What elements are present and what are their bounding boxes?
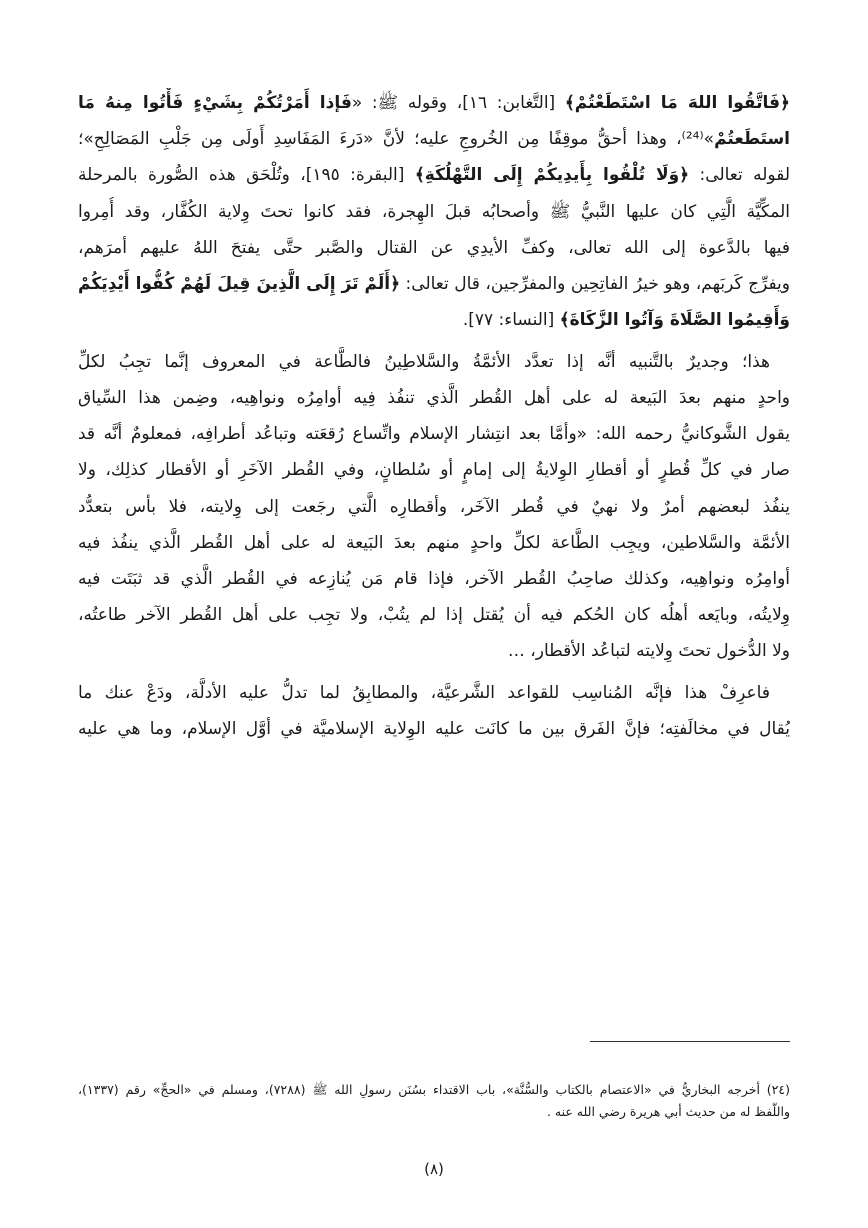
body-text-run: ويفرِّج كَربَهم، وهو خيرُ الفاتِحِين والمفرِّجين، قال تعالى: (400, 274, 790, 294)
body-text-run: وِلايتُه، وبايَعه أهلُه كان الحُكم فيه أن يُقتل إذا لم يتُبْ، ولا تجِب على أهل القُطر الآخر طاعتُه، (78, 605, 790, 625)
body-text-run: هذا؛ وجديرٌ بالتَّنبيه أنَّه إذا تعدَّد الأئمَّةُ والسَّلاطِينُ فالطَّاعة في المعروف إنَّما تجِبُ لكلِّ (78, 352, 770, 372)
body-line (78, 455, 790, 489)
body-text-run: يقول الشَّوكانيُّ رحمه الله: «وأمَّا بعد انتِشار الإسلام واتِّساع رُقعَته وتباعُد أطرافِه، فمعلومٌ أنَّه قد (78, 424, 790, 444)
body-line (78, 528, 790, 562)
body-line (78, 714, 790, 748)
body-line (78, 197, 790, 231)
footnote-line: (٢٤) أخرجه البخاريُّ في «الاعتصام بالكتاب والسُّنَّة»، باب الاقتداء بسُنَن رسولِ الله ﷺ (٧٢٨٨)، ومسلم في «الحجِّ» رقم (١٣٣٧)، (78, 1082, 790, 1097)
body-text-run: [النساء: ٧٧]. (462, 310, 560, 330)
body-line (78, 564, 790, 598)
quoted-text: وَأَقِيمُوا الصَّلَاةَ وَآتُوا الزَّكَاةَ﴾ (559, 310, 790, 330)
body-text-run: المكِّيَّة الَّتِي كان عليها النَّبيُّ ﷺ وأصحابُه قبلَ الهِجرة، فقد كانوا تحتَ وِلاية الكُفَّار، وقد أُمِروا (78, 202, 790, 222)
body-text-run: [التَّغابن: ١٦]، وقوله ﷺ: « (351, 93, 565, 113)
body-text-run: أوامِرُه ونواهِيه، وكذلك صاحِبُ القُطر الآخر، فإذا قام مَن يُنازِعه في القُطر الَّذي قد ثبَتَت فيه (78, 569, 790, 589)
body-line (78, 305, 790, 339)
page-number: (٨) (424, 1160, 444, 1178)
quoted-text: فَإذا أَمَرْتُكُمْ بِشَيْءٍ فَأْتُوا مِنهُ مَا (78, 93, 352, 113)
body-line (78, 160, 790, 194)
body-line (78, 678, 790, 712)
body-text-run: فيها بالدَّعوة إلى الله تعالى، وكفِّ الأيدِي عن القتال والصَّبر حتَّى يفتحَ اللهُ عليهم أمرَهم، (78, 238, 790, 258)
body-line (78, 124, 790, 158)
quoted-text: ﴿أَلَمْ تَرَ إِلَى الَّذِينَ قِيلَ لَهُمْ كُفُّوا أَيْدِيَكُمْ (78, 274, 401, 294)
body-line (78, 492, 790, 526)
body-line (78, 347, 790, 381)
body-text-run: فاعرِفْ هذا فإنَّه المُناسِب للقواعد الشَّرعيَّة، والمطابِقُ لما تدلُّ عليه الأدلَّة، ودَعْ عنك ما (78, 683, 770, 703)
body-line (78, 269, 790, 303)
body-text-run: [البقرة: ١٩٥]، وتُلْحَق هذه الصُّورة بالمرحلة (78, 165, 415, 185)
body-line (78, 636, 790, 670)
body-line (78, 383, 790, 417)
body-text-run: واحدٍ منهم بعدَ البَيعة له على أهل القُطر الَّذي تنفُذ فِيه أوامِرُه ونواهِيه، وضِمن هذا السِّياق (78, 388, 790, 408)
body-text-run: يُقال في مخالَفتِه؛ فإنَّ الفَرق بين ما كانَت عليه الوِلاية الإسلاميَّة في أوَّل الإسلام، وما هي عليه (78, 719, 790, 739)
quoted-text: استَطَعتُمْ (714, 129, 790, 149)
body-line (78, 419, 790, 453)
quoted-text: ﴿وَلَا تُلْقُوا بِأَيدِيكُمْ إِلَى التَّهْلُكَةِ﴾ (414, 165, 690, 185)
body-line (78, 233, 790, 267)
body-text-run: صار في كلِّ قُطرٍ أو أقطارِ الوِلايةُ إلى إمامٍ أو سُلطانٍ، وفي القُطر الآخَرِ أو الأقطار كذلِك، ولا (78, 460, 790, 480)
footnote-line: واللَّفظ له من حديث أبي هريرة رضي الله عنه . (546, 1104, 790, 1119)
body-text-run: لقوله تعالى: (689, 165, 790, 185)
body-text-run: »⁽²⁴⁾، وهذا أحقُّ موقِفًا مِن الخُروجِ عليه؛ لأنَّ «دَرءَ المَفَاسِدِ أَولَى مِن جَلْبِ المَصَالِحِ»؛ (78, 129, 715, 149)
quoted-text: ﴿فَاتَّقُوا اللهَ مَا اسْتَطَعْتُمْ﴾ (564, 93, 790, 113)
footnote-divider (590, 1041, 790, 1042)
body-text-run: ينفُذ لبعضهم أمرٌ ولا نهيٌ في قُطر الآخَر، وأقطارِه الَّتي رجَعت إلى وِلايته، فلا بأس بتعدُّد (78, 497, 790, 517)
body-line (78, 600, 790, 634)
body-text-run: الأئمَّة والسَّلاطين، ويجِب الطَّاعة لكلِّ واحدٍ منهم بعدَ البَيعة له على أهل القُطر الَّذي ينفُذ فيه (78, 533, 790, 553)
body-text-run: ولا الدُّخول تحتَ وِلايته لتباعُد الأقطار، … (507, 641, 790, 661)
body-line (78, 88, 790, 122)
